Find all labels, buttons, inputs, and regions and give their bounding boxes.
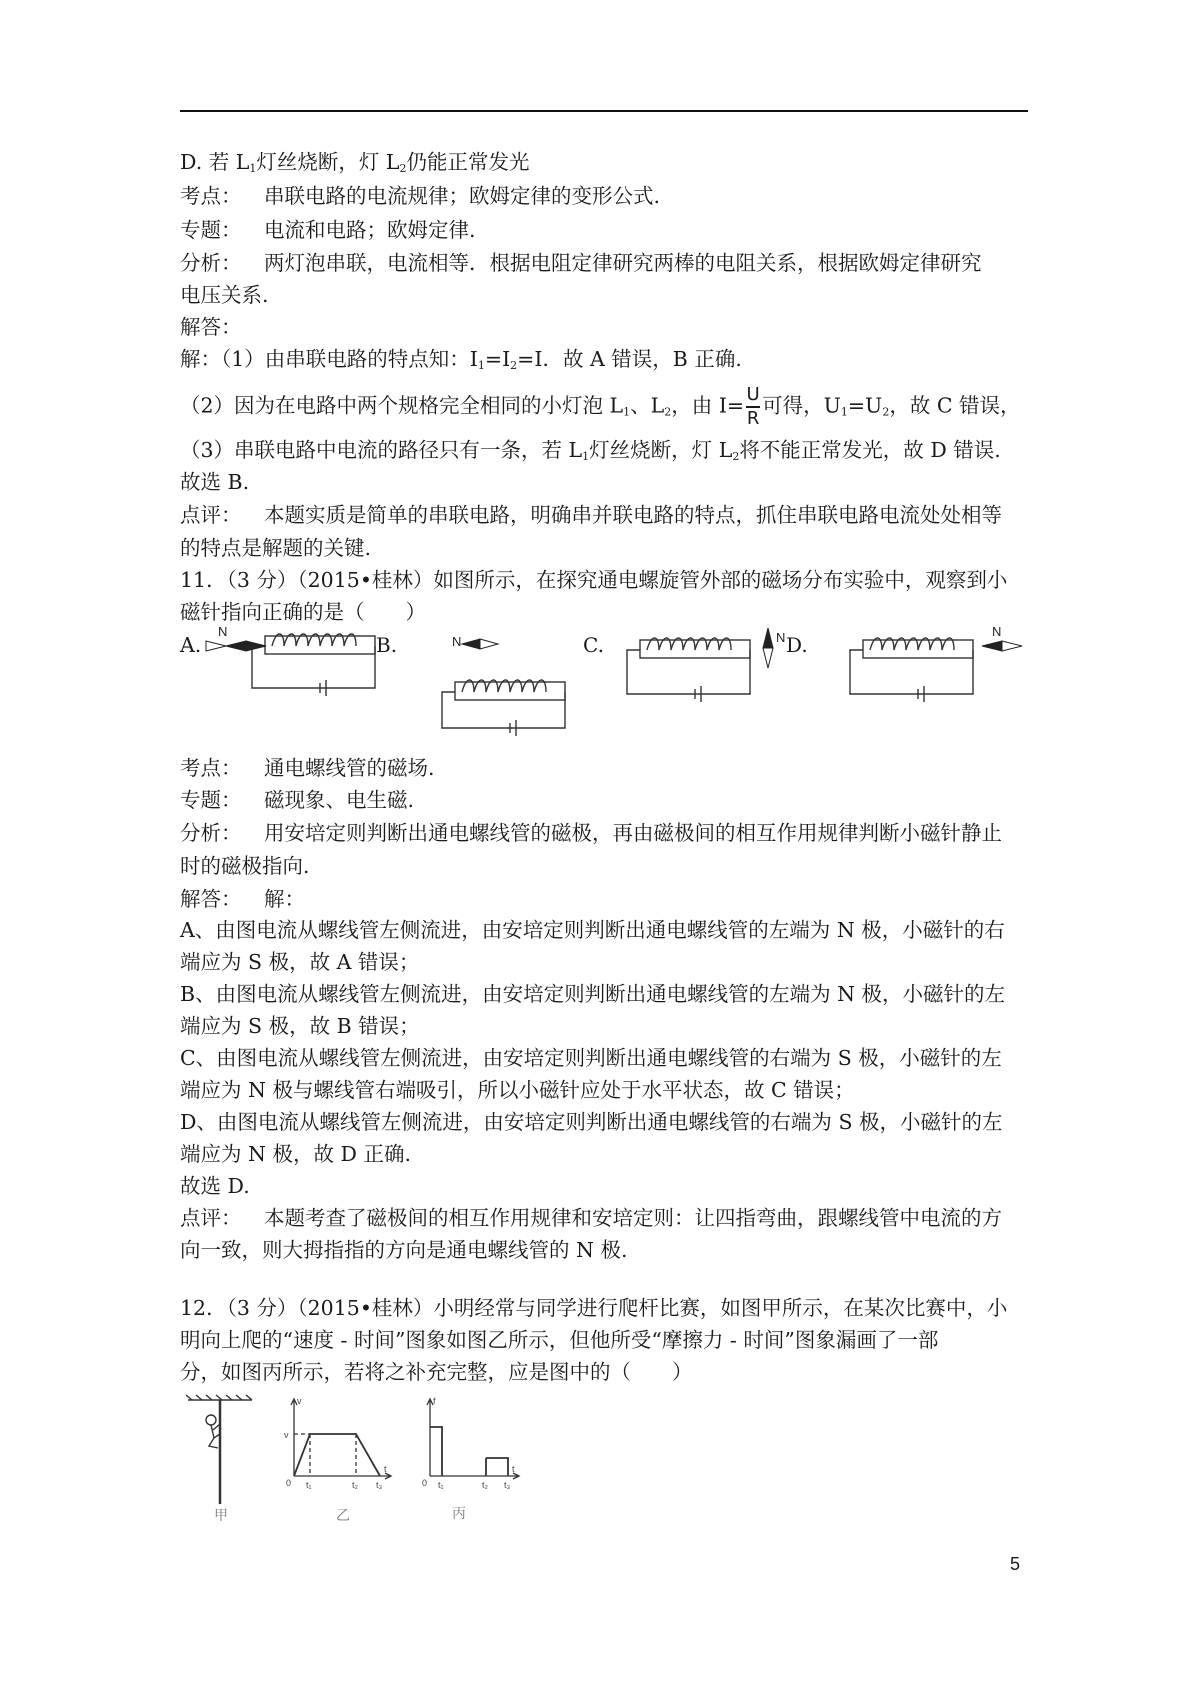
climbing-figures [180,1394,600,1524]
q10-answer: 故选 B. [180,470,250,494]
needle-d-label: N [992,624,1002,639]
needle-a-label: N [218,624,228,639]
yi-t-axis-label: t [384,1464,387,1474]
q11-fenxi-line2: 时的磁极指向. [180,854,310,878]
graph-bing [427,1399,519,1479]
solenoid-figures [180,622,1040,742]
q11-stem-line1: 11．（3 分）（2015•桂林）如图所示，在探究通电螺旋管外部的磁场分布实验中，观察到小 [180,568,1008,592]
q10-dianping-line2: 的特点是解题的关键. [180,536,372,560]
label-yi: 乙 [336,1508,350,1524]
q10-solution-3: （3）串联电路中电流的路径只有一条，若 $L_1$灯丝烧断，灯 $L_2$将不能正常发光，故 D 错误. [180,438,1001,463]
q10-solution-1: 解：（1）由串联电路的特点知：$I_1=I_2=I$．故 A 错误，B 正确. [180,347,742,372]
yi-origin-label: 0 [286,1478,292,1488]
option-d-label: D. [786,633,808,657]
yi-t3-label: t₃ [376,1480,383,1490]
q12-stem-line2: 明向上爬的“速度 - 时间”图象如图乙所示，但他所受“摩擦力 - 时间”图象漏画了一部 [180,1328,939,1352]
needle-d [982,641,1022,651]
bing-t-axis-label: t [512,1464,515,1474]
q11-answer: 故选 D. [180,1174,250,1198]
q11-fenxi: 分析： 用安培定则判断出通电螺线管的磁极，再由磁极间的相互作用规律判断小磁针静止 [180,821,1002,845]
needle-c [763,628,773,668]
option-b-label: B. [376,633,398,657]
bing-f-axis-label: f [433,1396,436,1406]
yi-v-axis-label: v [297,1396,302,1406]
label-bing: 丙 [452,1506,466,1522]
q11-option-a-label: A. [180,633,202,657]
q11-solution-b-1: B、由图电流从螺线管左侧流进，由安培定则判断出通电螺线管的左端为 N 极，小磁针的左 [180,982,1006,1006]
q11-solution-d-2: 端应为 N 极，故 D 正确. [180,1142,411,1166]
bing-t1-label: t₁ [438,1480,444,1490]
q10-fenxi-line2: 电压关系. [180,283,269,307]
climber-head [206,1415,216,1425]
q11-solution-b-2: 端应为 S 极，故 B 错误； [180,1014,420,1038]
q11-kaodian: 考点： 通电螺线管的磁场. [180,756,435,780]
q10-dianping: 点评： 本题实质是简单的串联电路，明确串并联电路的特点，抓住串联电路电流处处相等 [180,503,1002,527]
yi-v-level-label: v [284,1430,289,1440]
q10-kaodian: 考点： 串联电路的电流规律；欧姆定律的变形公式. [180,184,661,208]
q10-zhuanti: 专题： 电流和电路；欧姆定律. [180,218,476,242]
q11-jieda: 解答： 解： [180,887,305,911]
bing-t3-label: t₃ [504,1480,511,1490]
graph-yi [291,1399,391,1479]
needle-b [462,639,498,649]
header-rule [180,110,1028,112]
ohm-fraction: $\frac{U}{R}$ [746,384,760,429]
yi-t2-label: t₂ [352,1480,358,1490]
q11-solution-c-2: 端应为 N 极与螺线管右端吸引，所以小磁针应处于水平状态，故 C 错误； [180,1078,855,1102]
q10-jieda: 解答： [180,315,242,339]
q11-solution-a-2: 端应为 S 极，故 A 错误； [180,950,420,974]
q11-dianping: 点评： 本题考查了磁极间的相互作用规律和安培定则：让四指弯曲，跟螺线管中电流的方 [180,1206,1002,1230]
q10-option-d: D. 若 $L_1$灯丝烧断，灯 $L_2$仍能正常发光 [180,150,530,175]
q11-solution-a-1: A、由图电流从螺线管左侧流进，由安培定则判断出通电螺线管的左端为 N 极，小磁针的右 [180,918,1005,942]
q11-dianping-line2: 向一致，则大拇指指的方向是通电螺线管的 N 极. [180,1238,628,1262]
solenoid-c [627,638,750,702]
q10-solution-2: （2）因为在电路中两个规格完全相同的小灯泡 $L_1$、$L_2$，由 I= $\frac{U}{R}$ 可得，$U_1=U_2$，故 C 错误， [180,384,1021,429]
bing-origin-label: 0 [422,1478,428,1488]
option-c-label: C. [583,633,604,657]
solenoid-b [442,680,565,736]
needle-c-label: N [776,630,786,645]
q10-fenxi: 分析： 两灯泡串联，电流相等．根据电阻定律研究两棒的电阻关系，根据欧姆定律研究 [180,251,982,275]
bing-t2-label: t₂ [482,1480,488,1490]
q11-zhuanti: 专题： 磁现象、电生磁. [180,788,415,812]
solenoid-a [252,634,375,696]
figure-jia [186,1395,252,1504]
yi-t1-label: t₁ [306,1480,312,1490]
needle-b-label: N [452,634,462,649]
page-number: 5 [1010,1554,1021,1574]
label-jia: 甲 [214,1508,228,1524]
q11-stem-line2: 磁针指向正确的是（ ） [180,600,426,624]
q12-stem-line1: 12．（3 分）（2015•桂林）小明经常与同学进行爬杆比赛，如图甲所示，在某次比赛中，小 [180,1296,1008,1320]
needle-a [206,641,266,651]
solenoid-d [850,638,973,702]
q11-solution-c-1: C、由图电流从螺线管左侧流进，由安培定则判断出通电螺线管的右端为 S 极，小磁针的左 [180,1046,1002,1070]
q12-stem-line3: 分，如图丙所示，若将之补充完整，应是图中的（ ） [180,1360,693,1384]
q11-solution-d-1: D、由图电流从螺线管左侧流进，由安培定则判断出通电螺线管的右端为 S 极，小磁针的左 [180,1110,1003,1134]
